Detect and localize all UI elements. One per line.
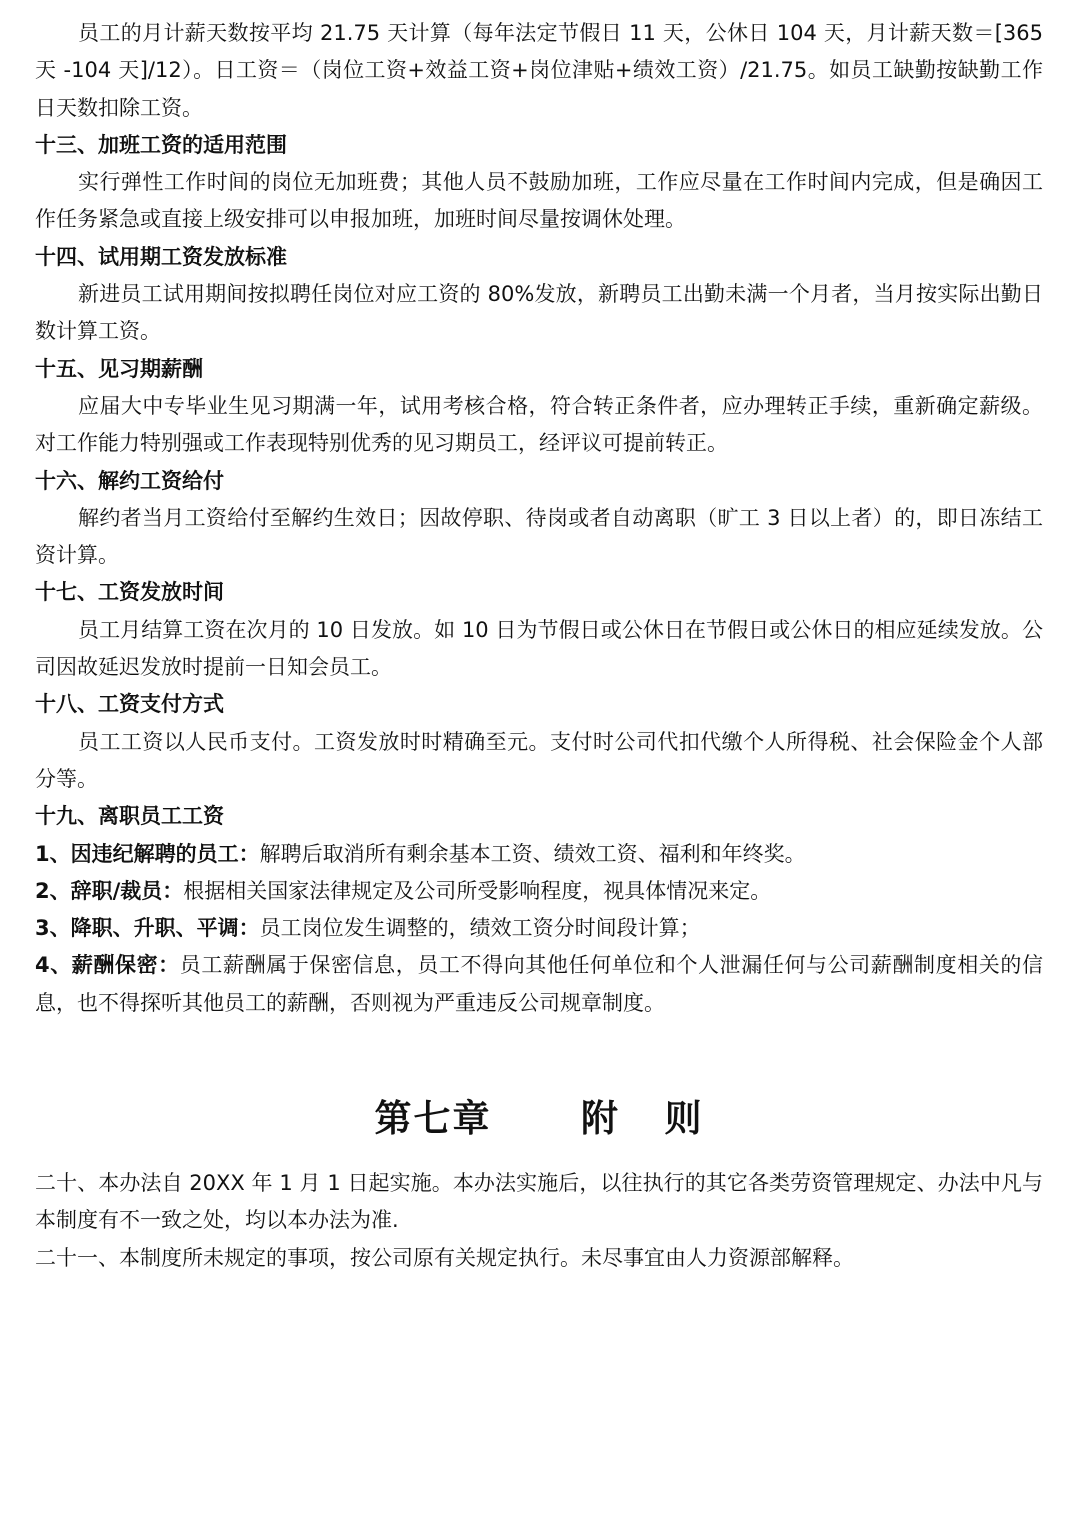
section-19-heading: 十九、离职员工工资 [35,804,224,829]
intro-paragraph: 员工的月计薪天数按平均 21.75 天计算（每年法定节假日 11 天，公休日 104 天，月计薪天数＝[365 天 -104 天]/12）。日工资＝（岗位工资+效益工资+岗位津贴+绩效工资）/21.75。如员工缺勤按缺勤工作日天数扣除工资。 [35,21,1043,120]
section-14-body: 新进员工试用期间按拟聘任岗位对应工资的 80%发放，新聘员工出勤未满一个月者，当月按实际出勤日数计算工资。 [35,282,1043,344]
section-15-body: 应届大中专毕业生见习期满一年，试用考核合格，符合转正条件者，应办理转正手续，重新确定薪级。对工作能力特别强或工作表现特别优秀的见习期员工，经评议可提前转正。 [35,393,1043,456]
section-17-heading: 十七、工资发放时间 [35,580,224,605]
section-17-body: 员工月结算工资在次月的 10 日发放。如 10 日为节假日或公休日在节假日或公休日的相应延续发放。公司因故延迟发放时提前一日知会员工。 [35,617,1043,680]
departure-item-text: 解聘后取消所有剩余基本工资、绩效工资、福利和年终奖。 [259,841,806,866]
departure-item-text: 根据相关国家法律规定及公司所受影响程度，视具体情况来定。 [183,878,772,903]
departure-item-text: 员工岗位发生调整的，绩效工资分时间段计算； [259,916,701,941]
departure-item-resignation [35,873,1043,910]
departure-item-lead: 3、降职、升职、平调： [35,916,260,941]
document-page [35,15,1043,1270]
appendix-article-21: 二十一、本制度所未规定的事项，按公司原有关规定执行。未尽事宜由人力资源部解释。 [35,1245,854,1270]
departure-item-lead: 1、因违纪解聘的员工： [35,841,260,866]
departure-item-confidentiality [35,947,1043,1022]
appendix-article-20: 二十、本办法自 20XX 年 1 月 1 日起实施。本办法实施后，以往执行的其它各类劳资管理规定、办法中凡与本制度有不一致之处，均以本办法为准. [35,1171,1043,1233]
section-18-body: 员工工资以人民币支付。工资发放时时精确至元。支付时公司代扣代缴个人所得税、社会保险金个人部分等。 [35,729,1043,791]
chapter-title: 第七章 附 则 [374,1097,704,1140]
section-16-heading: 十六、解约工资给付 [35,468,224,493]
departure-item-transfer [35,910,1043,947]
departure-item-lead: 2、辞职/裁员： [35,878,184,903]
appendix-section [35,1165,1043,1277]
departure-item-lead: 4、薪酬保密： [35,953,180,978]
section-16-body: 解约者当月工资给付至解约生效日；因故停职、待岗或者自动离职（旷工 3 日以上者）的，即日冻结工资计算。 [35,505,1043,568]
departure-item-text: 员工薪酬属于保密信息，员工不得向其他任何单位和个人泄漏任何与公司薪酬制度相关的信息，也不得探听其他员工的薪酬，否则视为严重违反公司规章制度。 [35,953,1043,1015]
departure-item-dismissal [35,836,1043,873]
section-15-heading: 十五、见习期薪酬 [35,356,203,381]
section-14-heading: 十四、试用期工资发放标准 [35,244,287,269]
section-13-body: 实行弹性工作时间的岗位无加班费；其他人员不鼓励加班，工作应尽量在工作时间内完成，但是确因工作任务紧急或直接上级安排可以申报加班，加班时间尽量按调休处理。 [35,170,1043,232]
section-13-heading: 十三、加班工资的适用范围 [35,132,287,157]
section-18-heading: 十八、工资支付方式 [35,692,224,717]
